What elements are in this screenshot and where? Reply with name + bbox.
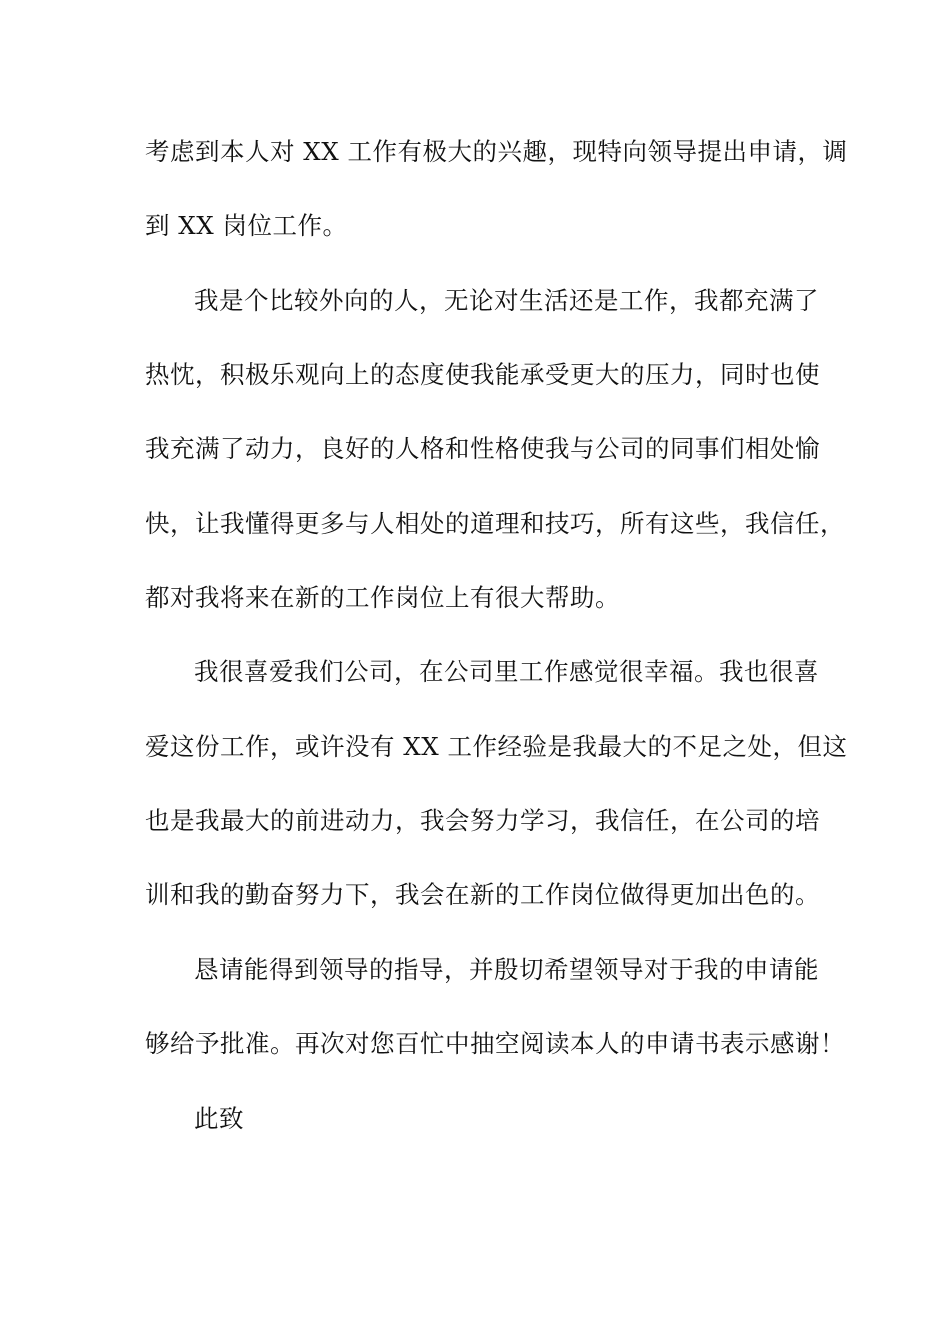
paragraph-start-line: 我是个比较外向的人，无论对生活还是工作，我都充满了 [194, 286, 819, 315]
text-line: 都对我将来在新的工作岗位上有很大帮助。 [145, 583, 620, 612]
text-line: 也是我最大的前进动力，我会努力学习，我信任，在公司的培 [145, 806, 820, 835]
text-line: 到 XX 岗位工作。 [145, 211, 348, 240]
text-line: 我充满了动力，良好的人格和性格使我与公司的同事们相处愉 [145, 434, 820, 463]
closing-salutation: 此致 [194, 1104, 244, 1133]
paragraph-start-line: 恳请能得到领导的指导，并殷切希望领导对于我的申请能 [194, 955, 819, 984]
text-line: 爱这份工作，或许没有 XX 工作经验是我最大的不足之处，但这 [145, 732, 848, 761]
text-line: 训和我的勤奋努力下，我会在新的工作岗位做得更加出色的。 [145, 880, 820, 909]
text-line: 考虑到本人对 XX 工作有极大的兴趣，现特向领导提出申请，调 [145, 137, 848, 166]
paragraph-start-line: 我很喜爱我们公司，在公司里工作感觉很幸福。我也很喜 [194, 657, 819, 686]
text-line: 够给予批准。再次对您百忙中抽空阅读本人的申请书表示感谢！ [145, 1029, 845, 1058]
text-line: 热忱，积极乐观向上的态度使我能承受更大的压力，同时也使 [145, 360, 820, 389]
text-line: 快，让我懂得更多与人相处的道理和技巧，所有这些，我信任， [145, 509, 845, 538]
